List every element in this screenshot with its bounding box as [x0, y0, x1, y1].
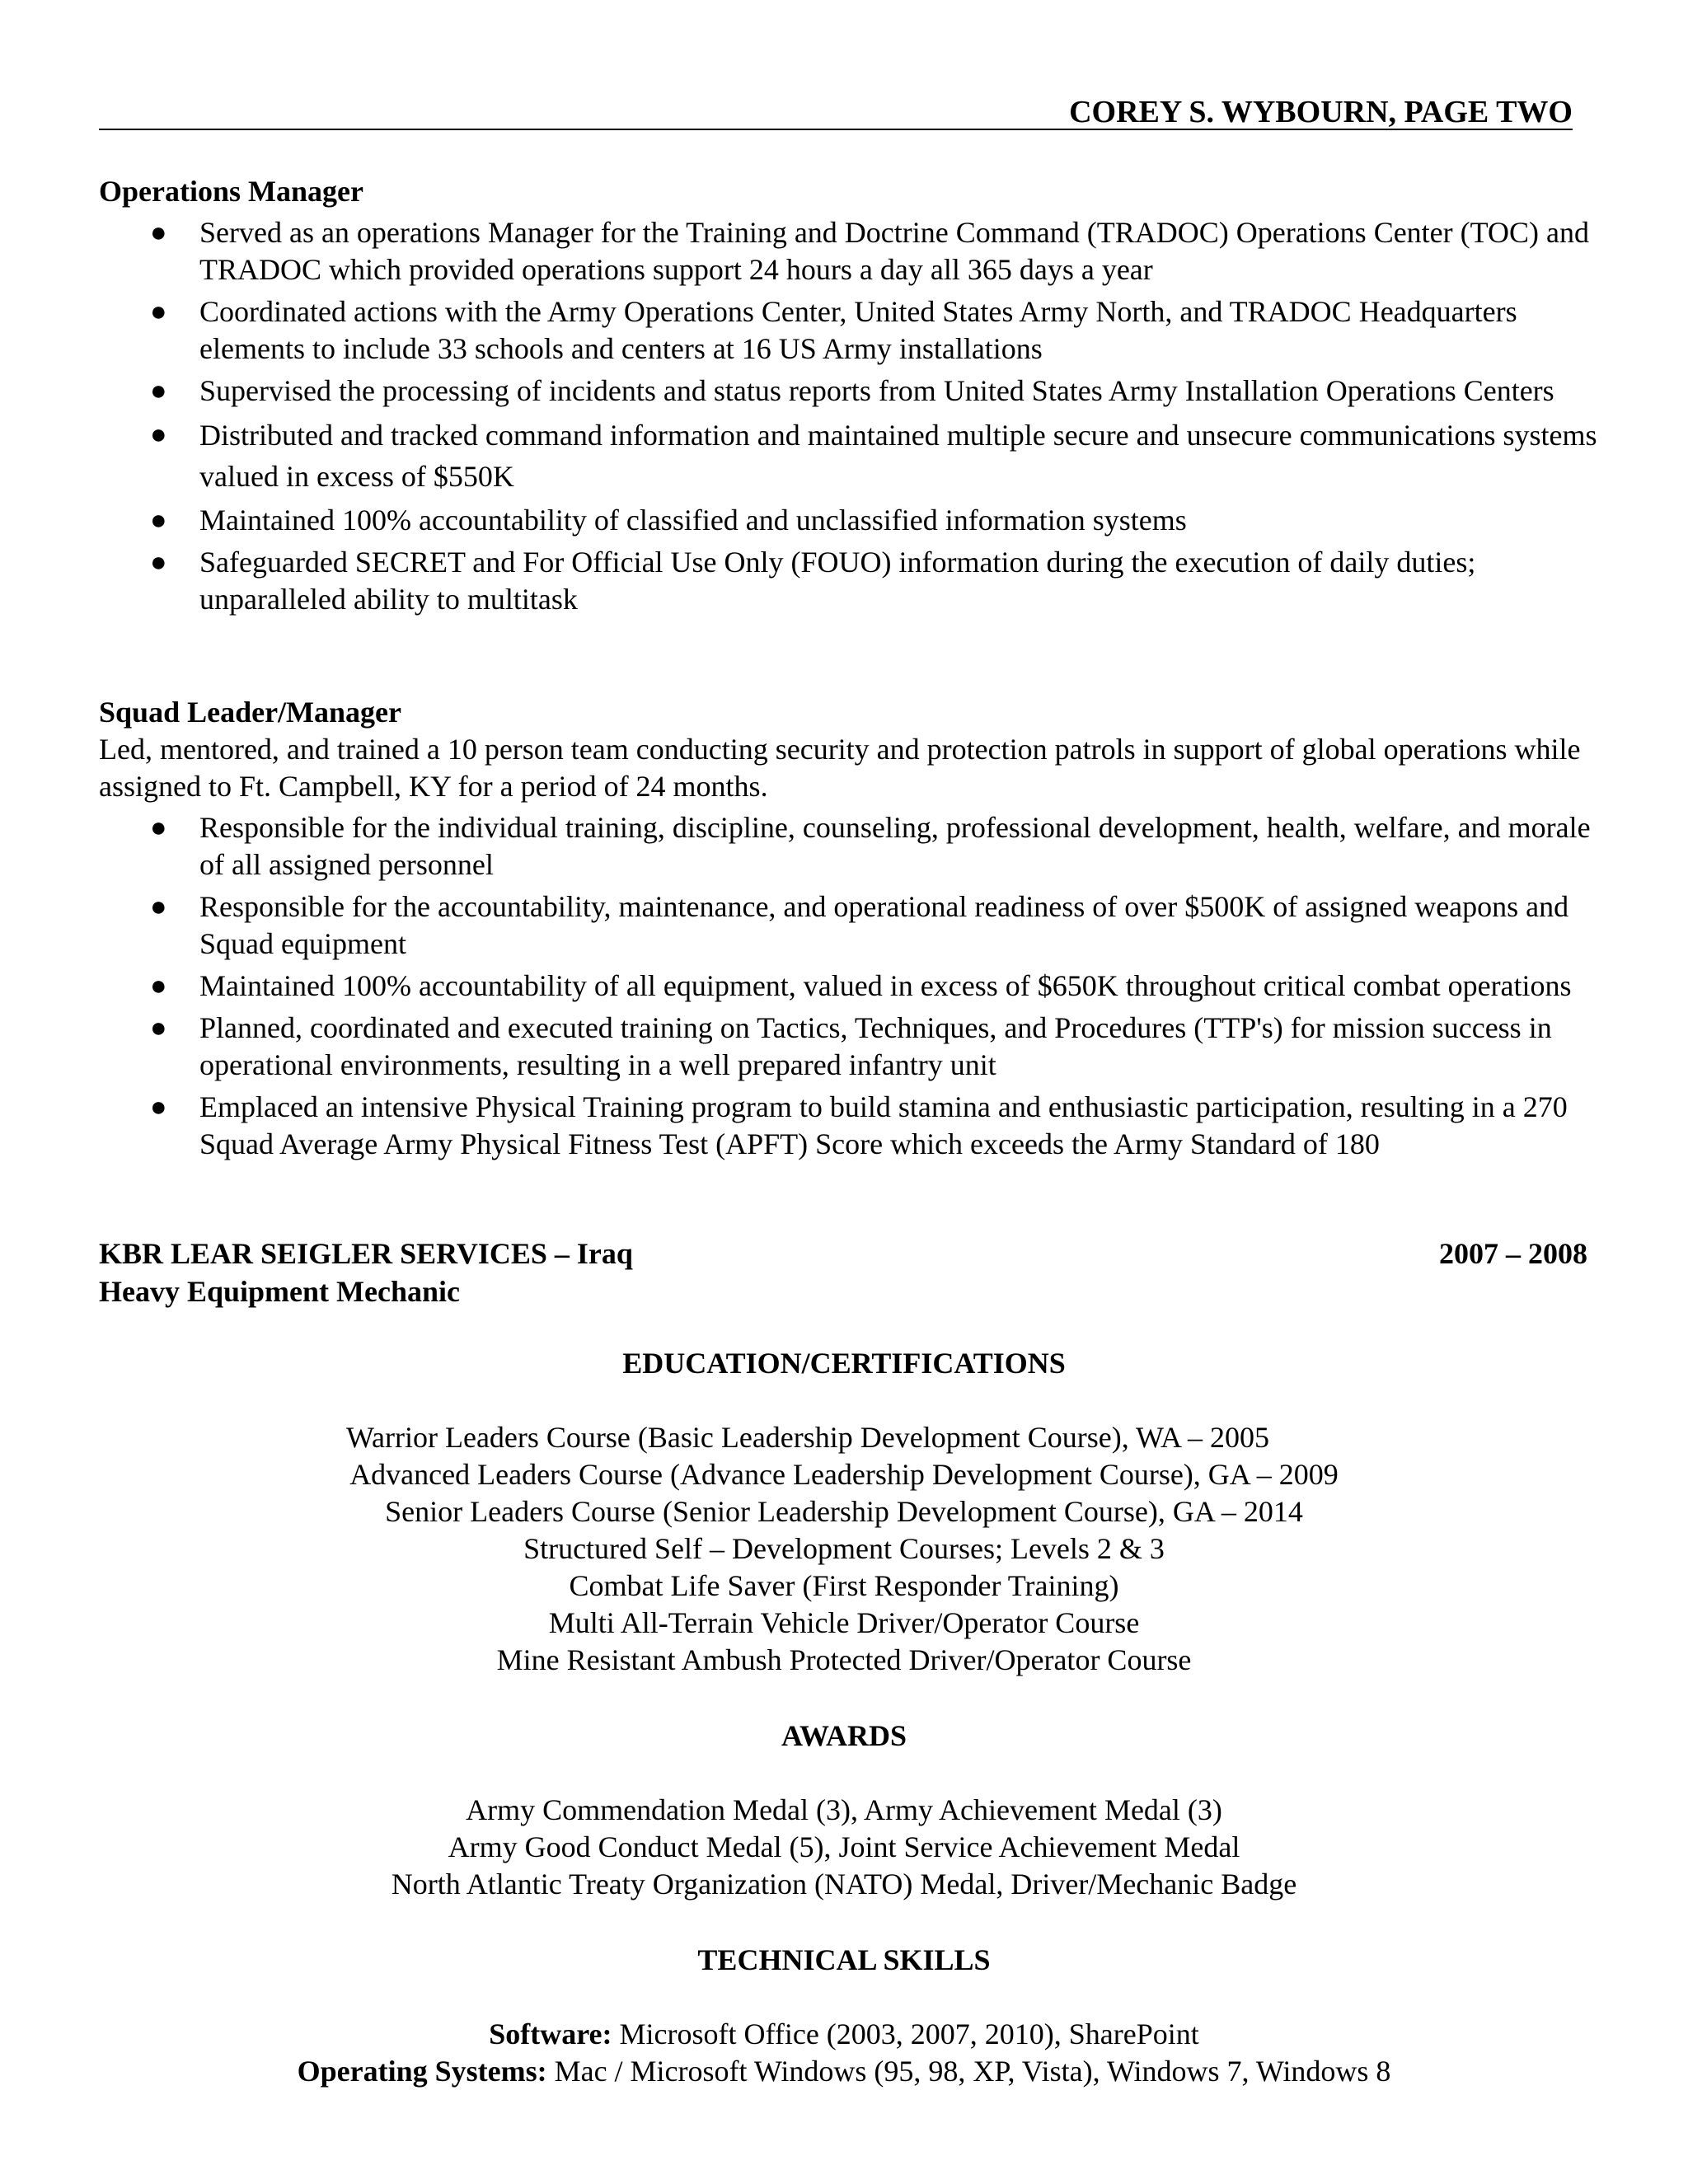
skill-label: Software:: [489, 2018, 612, 2050]
list-item: Warrior Leaders Course (Basic Leadership Development Course), WA – 2005: [345, 1421, 1270, 1454]
job-title-heavy-equipment-mechanic: Heavy Equipment Mechanic: [99, 1275, 460, 1308]
list-item: Army Commendation Medal (3), Army Achievement Medal (3): [466, 1793, 1222, 1826]
bullet-icon: ●: [150, 505, 167, 536]
employment-dates: 2007 – 2008: [1439, 1237, 1587, 1270]
skill-label: Operating Systems:: [297, 2055, 547, 2088]
job-title-squad-leader: Squad Leader/Manager: [99, 696, 402, 729]
skill-operating-systems: [0, 2053, 1688, 2090]
page-header-title: COREY S. WYBOURN, PAGE TWO: [1069, 95, 1573, 129]
awards-list: [0, 1792, 1688, 1903]
bullet-icon: ●: [150, 813, 167, 843]
employer-row: [99, 1236, 1587, 1272]
job-title-operations-manager: Operations Manager: [99, 175, 363, 208]
squad-leader-bullets: [99, 809, 1607, 1168]
list-item: North Atlantic Treaty Organization (NATO) Medal, Driver/Mechanic Badge: [391, 1868, 1297, 1900]
list-item: Multi All-Terrain Vehicle Driver/Operator Course: [548, 1606, 1140, 1639]
bullet-icon: ●: [150, 1013, 167, 1043]
list-item: ● Distributed and tracked command information and maintained multiple secure and unsecure communications systems valued in excess of $550K: [99, 415, 1607, 497]
list-item: Senior Leaders Course (Senior Leadership Development Course), GA – 2014: [385, 1495, 1303, 1528]
education-list: [0, 1419, 1688, 1679]
list-item: ● Planned, coordinated and executed training on Tactics, Techniques, and Procedures (TTP's) for mission success in operational environments, resulting in a well prepared infantry unit: [150, 1011, 1552, 1081]
bullet-icon: ●: [150, 376, 167, 406]
header-rule: [99, 129, 1573, 130]
list-item: Structured Self – Development Courses; Levels 2 & 3: [523, 1532, 1165, 1565]
list-item: ● Supervised the processing of incidents and status reports from United States Army Installation Operations Centers: [99, 373, 1607, 410]
bullet-icon: ●: [150, 1092, 167, 1122]
operations-manager-bullets: [99, 214, 1607, 623]
list-item: ● Coordinated actions with the Army Operations Center, United States Army North, and TRADOC Headquarters elements to include 33 schools and centers at 16 US Army installations: [150, 295, 1517, 365]
squad-leader-summary: Led, mentored, and trained a 10 person team conducting security and protection patrols in support of global operations while assigned to Ft. Campbell, KY for a period of 24 months.: [99, 733, 1581, 803]
section-heading-education: EDUCATION/CERTIFICATIONS: [622, 1347, 1066, 1380]
section-heading-awards: AWARDS: [781, 1719, 907, 1752]
list-item: Advanced Leaders Course (Advance Leadership Development Course), GA – 2009: [349, 1458, 1339, 1491]
employer-name: KBR LEAR SEIGLER SERVICES – Iraq: [99, 1237, 633, 1270]
bullet-icon: ●: [150, 218, 167, 248]
list-item: ● Responsible for the individual training, discipline, counseling, professional development, health, welfare, and morale of all assigned personnel: [150, 811, 1591, 881]
bullet-icon: ●: [150, 892, 167, 922]
list-item: ● Maintained 100% accountability of classified and unclassified information systems: [99, 502, 1607, 539]
bullet-icon: ●: [150, 971, 167, 1001]
list-item: ● Responsible for the accountability, maintenance, and operational readiness of over $500K of assigned weapons and Squad equipment: [150, 890, 1569, 960]
list-item: Army Good Conduct Medal (5), Joint Service Achievement Medal: [448, 1830, 1240, 1863]
list-item: Combat Life Saver (First Responder Training): [569, 1569, 1119, 1602]
bullet-icon: ●: [150, 547, 167, 578]
bullet-icon: ●: [150, 297, 167, 327]
list-item: ● Maintained 100% accountability of all equipment, valued in excess of $650K throughout critical combat operations: [99, 968, 1607, 1005]
skill-value: Mac / Microsoft Windows (95, 98, XP, Vista), Windows 7, Windows 8: [546, 2055, 1391, 2088]
skills-list: [0, 2016, 1688, 2090]
skill-value: Microsoft Office (2003, 2007, 2010), SharePoint: [612, 2018, 1199, 2050]
section-heading-technical-skills: TECHNICAL SKILLS: [697, 1943, 991, 1976]
list-item: ● Emplaced an intensive Physical Training program to build stamina and enthusiastic participation, resulting in a 270 Squad Average Army Physical Fitness Test (APFT) Score which exceeds the Army Standard of 180: [150, 1090, 1568, 1160]
bullet-icon: ●: [150, 419, 167, 450]
skill-software: [0, 2016, 1688, 2053]
list-item: ● Served as an operations Manager for the Training and Doctrine Command (TRADOC) Operations Center (TOC) and TRADOC which provided operations support 24 hours a day all 365 days a year: [150, 216, 1589, 286]
list-item: ● Safeguarded SECRET and For Official Use Only (FOUO) information during the execution of daily duties; unparalleled ability to multitask: [150, 546, 1476, 616]
list-item: Mine Resistant Ambush Protected Driver/Operator Course: [496, 1643, 1192, 1676]
